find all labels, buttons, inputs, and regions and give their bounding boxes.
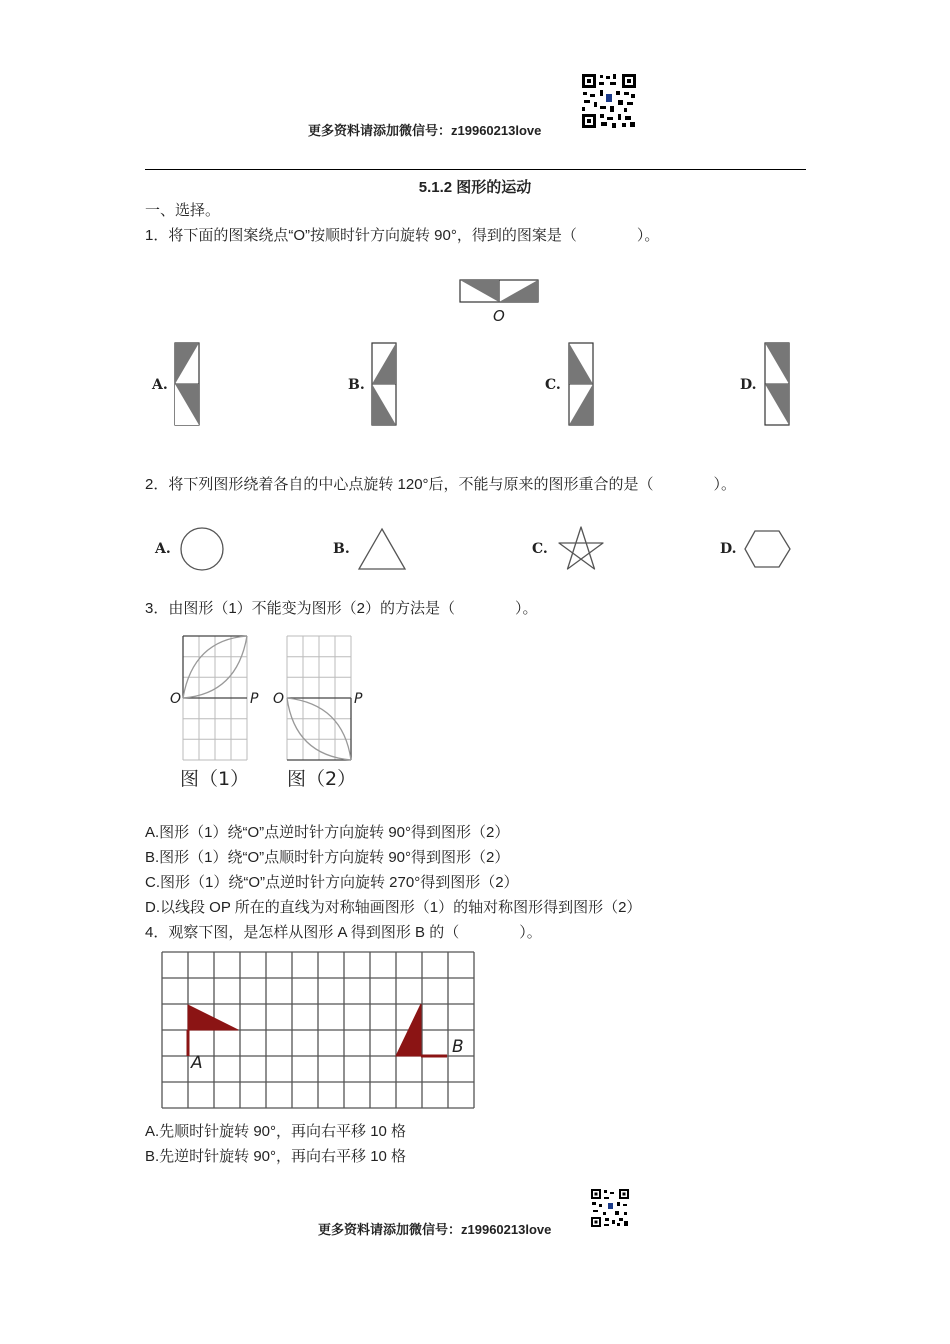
q1-option-d-figure[interactable] — [762, 340, 792, 428]
question-2-text: 2．将下列图形绕着各自的中心点旋转 120°后，不能与原来的图形重合的是（ ）。 — [145, 476, 737, 493]
q3-fig2-label-p: P — [354, 691, 363, 707]
q1-option-b-figure[interactable] — [369, 340, 399, 428]
q2-option-c-label[interactable]: C. — [532, 541, 548, 557]
q4-label-b: B — [452, 1037, 464, 1057]
q1-option-b-label[interactable]: B. — [348, 377, 365, 393]
q3-choice-c[interactable]: C.图形（1）绕“O”点逆时针方向旋转 270°得到图形（2） — [145, 874, 519, 891]
q1-option-a-label[interactable]: A. — [152, 377, 168, 393]
q2-option-b-label[interactable]: B. — [333, 541, 350, 557]
question-4-text: 4．观察下图，是怎样从图形 A 得到图形 B 的（ ）。 — [145, 924, 542, 941]
q2-option-d-label[interactable]: D. — [720, 541, 737, 557]
question-3-text: 3．由图形（1）不能变为图形（2）的方法是（ ）。 — [145, 600, 538, 617]
q2-star-shape[interactable] — [555, 524, 607, 574]
qr-code-icon — [580, 72, 638, 130]
q2-option-a-label[interactable]: A. — [155, 541, 171, 557]
page-title: 5.1.2 图形的运动 — [418, 179, 532, 196]
q2-triangle-shape[interactable] — [356, 526, 408, 572]
q4-grid-figure — [158, 950, 478, 1112]
q3-choice-a[interactable]: A.图形（1）绕“O”点逆时针方向旋转 90°得到图形（2） — [145, 824, 510, 841]
q3-figures — [165, 630, 375, 795]
q4-shape-a — [188, 1005, 238, 1056]
q3-fig1-label-o: O — [170, 691, 182, 707]
q3-fig2-label-o: O — [273, 691, 285, 707]
q1-option-d-label[interactable]: D. — [740, 377, 757, 393]
q1-option-c-label[interactable]: C. — [545, 377, 561, 393]
q3-fig2-caption: 图（2） — [287, 768, 357, 790]
question-1-pattern — [455, 275, 545, 325]
header-divider — [145, 169, 806, 170]
question-1-text: 1．将下面的图案绕点“O”按顺时针方向旋转 90°，得到的图案是（ ）。 — [145, 227, 660, 244]
q4-choice-b[interactable]: B.先逆时针旋转 90°，再向右平移 10 格 — [145, 1148, 407, 1165]
section-heading: 一、选择。 — [145, 202, 221, 219]
qr-code-icon — [590, 1188, 630, 1228]
q1-point-label: O — [493, 307, 505, 325]
q3-choice-d[interactable]: D.以线段 OP 所在的直线为对称轴画图形（1）的轴对称图形得到图形（2） — [145, 899, 642, 916]
q3-fig1-label-p: P — [250, 691, 259, 707]
q2-circle-shape[interactable] — [178, 524, 228, 574]
q1-option-a-figure[interactable] — [172, 340, 202, 428]
header-contact: 更多资料请添加微信号：z19960213love — [308, 123, 542, 138]
q4-choice-a[interactable]: A.先顺时针旋转 90°，再向右平移 10 格 — [145, 1123, 407, 1140]
q3-choice-b[interactable]: B.图形（1）绕“O”点顺时针方向旋转 90°得到图形（2） — [145, 849, 510, 866]
q4-label-a: A — [191, 1053, 203, 1073]
q1-option-c-figure[interactable] — [566, 340, 596, 428]
q3-fig1-caption: 图（1） — [180, 768, 250, 790]
footer-contact: 更多资料请添加微信号：z19960213love — [318, 1222, 552, 1237]
q2-hexagon-shape[interactable] — [743, 528, 793, 570]
